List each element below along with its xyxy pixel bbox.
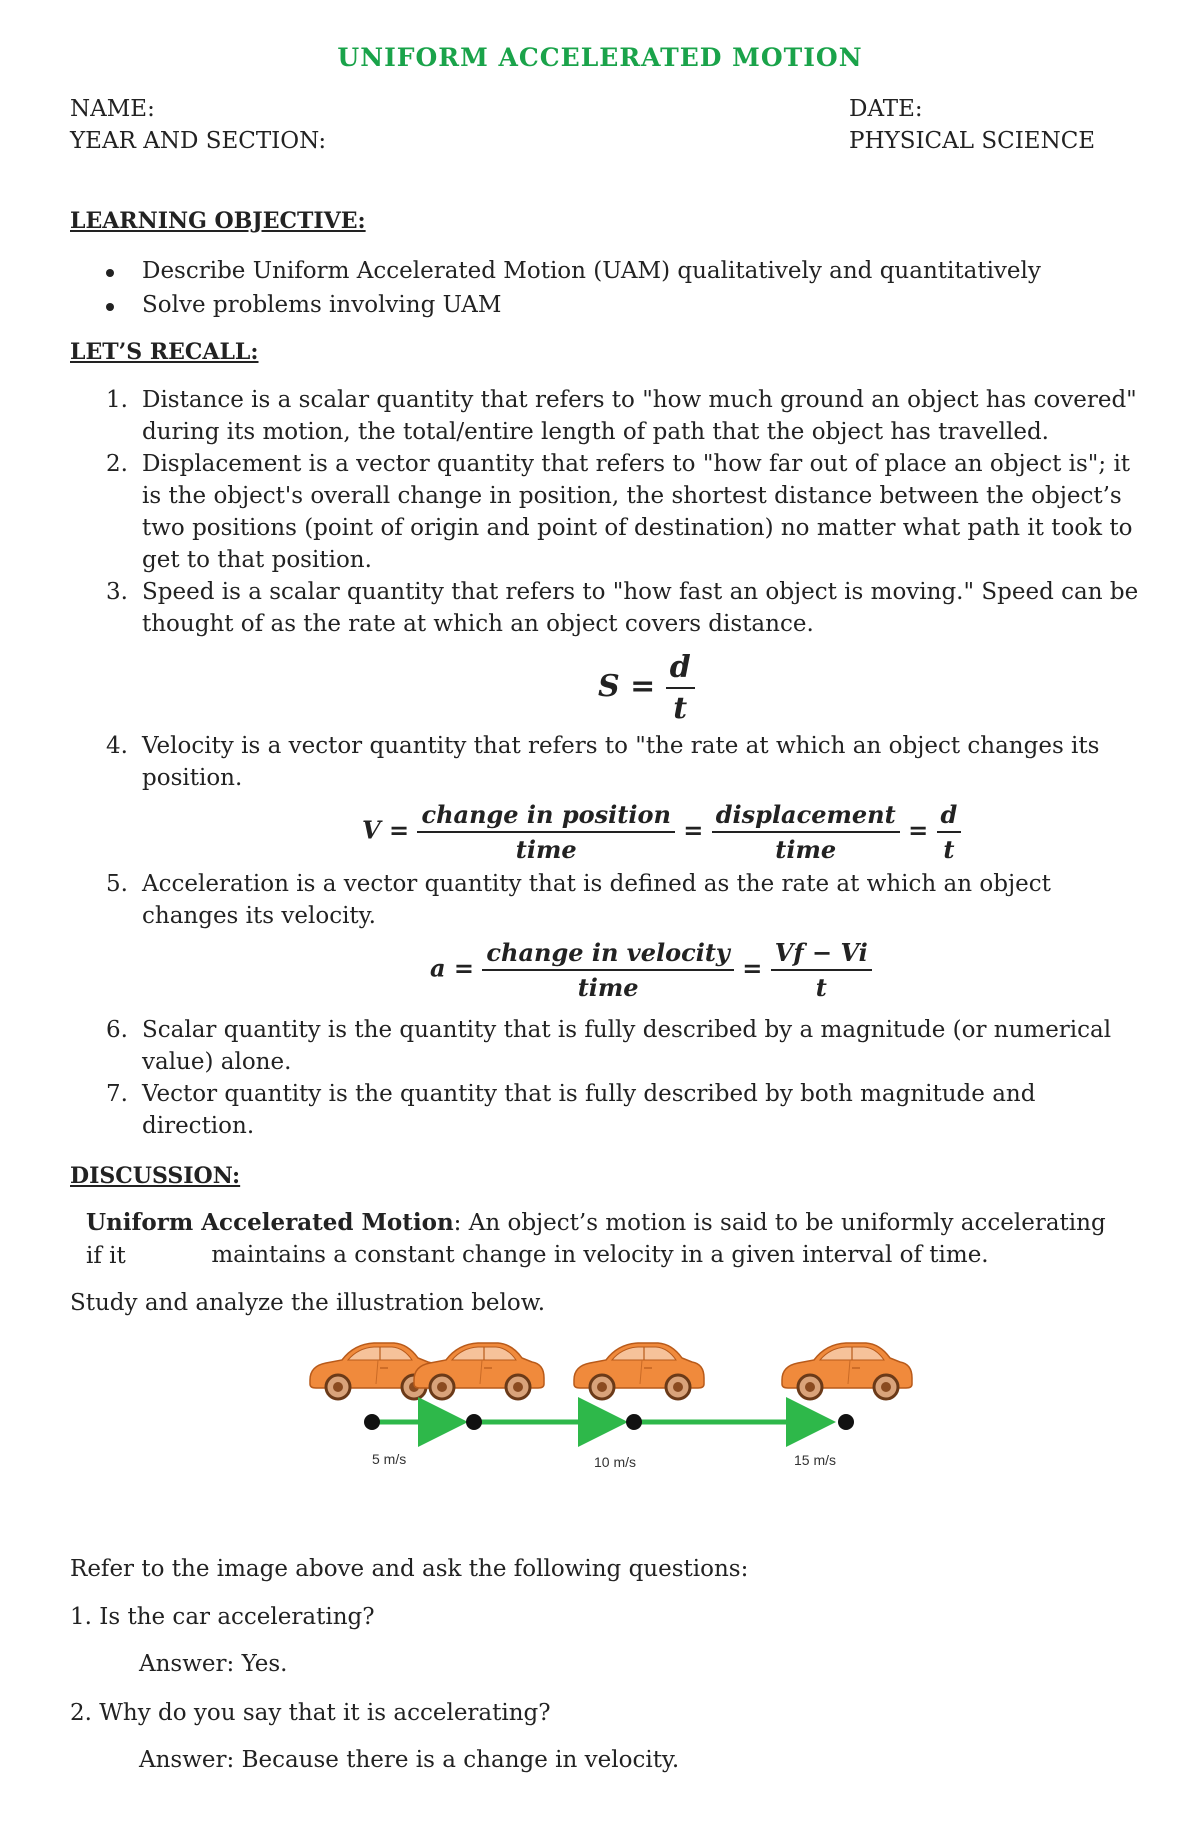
- question-1: 1. Is the car accelerating?: [70, 1604, 375, 1630]
- recall-item: 5. Acceleration is a vector quantity that is defined as the rate at which an object changes its velocity.: [106, 871, 1051, 929]
- acceleration-formula: a = $\frac{\text{change in velocity}}{\text{time}}$ = $\frac{Vf - Vi}{t}$: [430, 938, 872, 1002]
- bullet-icon: [106, 269, 114, 277]
- position-point: [364, 1414, 380, 1430]
- car-icon: [782, 1343, 912, 1399]
- recall-item: 7. Vector quantity is the quantity that is fully described by both magnitude and direction.: [106, 1081, 1036, 1139]
- speed-label: 5 m/s: [372, 1451, 407, 1467]
- study-instruction: Study and analyze the illustration below.: [70, 1290, 546, 1316]
- uam-illustration: [300, 1340, 920, 1480]
- speed-label: 10 m/s: [594, 1454, 637, 1470]
- car-icon: [414, 1343, 544, 1399]
- bullet-icon: [106, 303, 114, 311]
- speed-formula: S = $\frac{d}{t}$: [598, 650, 695, 726]
- year-section-label: YEAR AND SECTION:: [70, 128, 327, 154]
- recall-item: 4. Velocity is a vector quantity that refers to "the rate at which an object changes its position.: [106, 733, 1100, 791]
- objective-heading: LEARNING OBJECTIVE:: [70, 208, 366, 234]
- velocity-formula: V = $\frac{\text{change in position}}{\text{time}}$ = $\frac{\text{displacement}}{\text{time}}$ = $\frac{d}{t}$: [362, 800, 961, 864]
- recall-item: 6. Scalar quantity is the quantity that is fully described by a magnitude (or numerical value) alone.: [106, 1017, 1112, 1075]
- uam-definition-cont: maintains a constant change in velocity in a given interval of time.: [211, 1242, 989, 1268]
- car-icon: [574, 1343, 704, 1399]
- recall-item: 2. Displacement is a vector quantity that refers to "how far out of place an object is"; it is the object's overall change in position, the shortest distance between the object’s two positions (point of origin and point of destination) no matter what path it took to get to that position.: [106, 451, 1133, 573]
- subject-label: PHYSICAL SCIENCE: [849, 128, 1096, 154]
- recall-heading: LET’S RECALL:: [70, 339, 259, 365]
- recall-item: 1. Distance is a scalar quantity that refers to "how much ground an object has covered" during its motion, the total/entire length of path that the object has travelled.: [106, 387, 1137, 445]
- refer-instruction: Refer to the image above and ask the following questions:: [70, 1556, 749, 1582]
- discussion-heading: DISCUSSION:: [70, 1163, 241, 1189]
- page-title: UNIFORM ACCELERATED MOTION: [337, 43, 863, 72]
- position-point: [626, 1414, 642, 1430]
- position-point: [838, 1414, 854, 1430]
- speed-label: 15 m/s: [794, 1452, 837, 1468]
- answer-2: Answer: Because there is a change in velocity.: [139, 1747, 680, 1773]
- uam-definition: Uniform Accelerated Motion: An object’s motion is said to be uniformly accelerating if it: [86, 1209, 1106, 1269]
- position-point: [466, 1414, 482, 1430]
- uam-term: Uniform Accelerated Motion: [86, 1209, 454, 1236]
- worksheet-page: UNIFORM ACCELERATED MOTION NAME: DATE: YEAR AND SECTION: PHYSICAL SCIENCE LEARNING OBJECTIVE: Describe Uniform Accelerated Motion (UAM) qualitatively and quantitatively Solve problems involving UAM LET’S RECALL: 1. Distance is a scalar quantity that refers to "how much ground an object has covered" during its motion, the total/entire length of path that the object has travelled. 2. Displacement is a vector quantity that refers to "how far out of place an object is"; it is the object's overall change in position, the shortest distance between the object’s two positions (point of origin and point of destination) no matter what path it took to get to that position. 3. Speed is a scalar quantity that refers to "how fast an object is moving." Speed can be thought of as the rate at which an object covers distance. S = $\frac{d}{t}$ 4. Velocity is a vector quantity that refers to "the rate at which an object changes its position. V = $\frac{\text{change in position}}{\text{time}}$ = $\frac{\text{displacement}}{\text{time}}$ = $\frac{d}{t}$ 5. Acceleration is a vector quantity that is defined as the rate at which an object changes its velocity. a = $\frac{\text{change in velocity}}{\text{time}}$ = $\frac{Vf - Vi}{t}$ 6. Scalar quantity is the quantity that is fully described by a magnitude (or numerical value) alone. 7. Vector quantity is the quantity that is fully described by both magnitude and direction. DISCUSSION: Uniform Accelerated Motion: An object’s motion is said to be uniformly accelerating if it maintains a constant change in velocity in a given interval of time. Study and analyze the illustration below. 5 m/s 10 m/s 15 m/s Refer to the image above and ask the following questions: 1. Is the car accelerating? Answer: Yes. 2. Why do you say that it is accelerating? Answer: Because there is a change in velocity.: [0, 0, 1200, 1835]
- answer-1: Answer: Yes.: [139, 1651, 288, 1677]
- date-label: DATE:: [849, 96, 923, 122]
- question-2: 2. Why do you say that it is accelerating?: [70, 1700, 551, 1726]
- recall-item: 3. Speed is a scalar quantity that refers to "how fast an object is moving." Speed can be thought of as the rate at which an object covers distance.: [106, 579, 1139, 637]
- name-label: NAME:: [70, 96, 155, 122]
